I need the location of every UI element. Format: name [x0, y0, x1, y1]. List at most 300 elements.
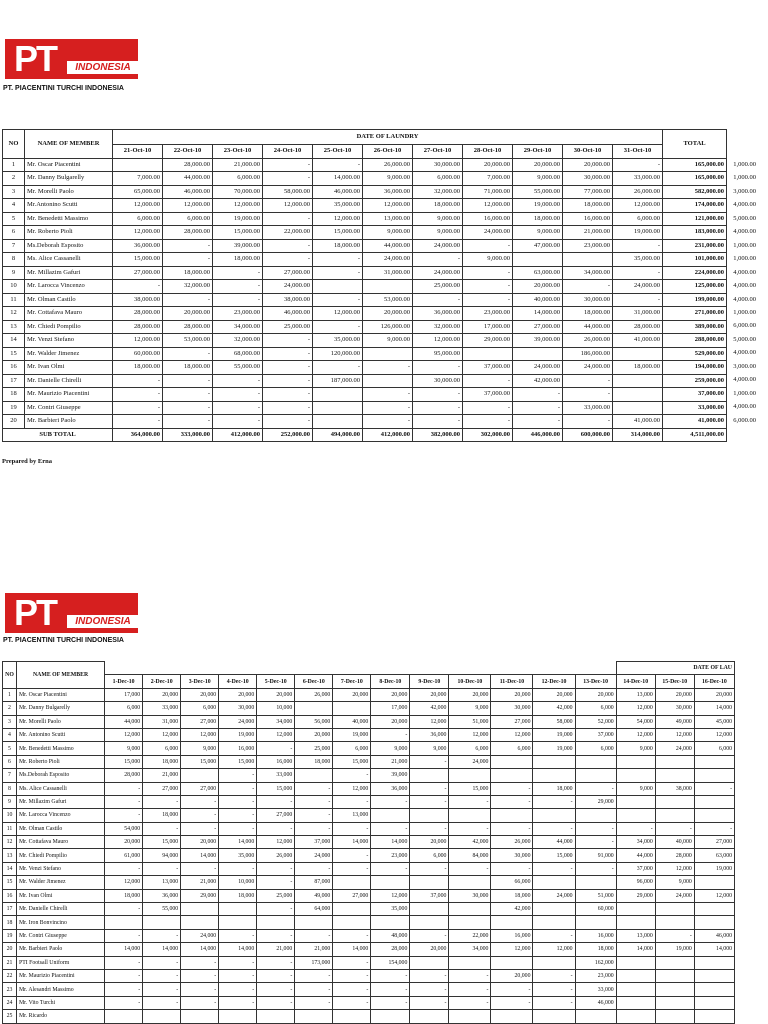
laundry-amount: 15,000 — [143, 836, 181, 849]
laundry-amount: 34,000.00 — [563, 266, 613, 280]
laundry-amount — [491, 755, 533, 768]
laundry-amount — [181, 1010, 219, 1023]
row-no: 20 — [3, 943, 17, 956]
laundry-amount: - — [263, 239, 313, 253]
laundry-amount: - — [181, 822, 219, 835]
laundry-amount — [371, 876, 410, 889]
side-value: 6,000.00 — [733, 322, 756, 330]
laundry-amount: 12,000.00 — [213, 199, 263, 213]
laundry-amount: 38,000.00 — [263, 293, 313, 307]
laundry-amount: 27,000 — [143, 782, 181, 795]
date-col-header: 28-Oct-10 — [463, 145, 513, 159]
header-no-2: NO — [3, 662, 17, 689]
header-name-2: NAME OF MEMBER — [17, 662, 105, 689]
laundry-amount: 12,000 — [410, 715, 449, 728]
laundry-amount: - — [263, 415, 313, 429]
laundry-amount: 16,000.00 — [463, 212, 513, 226]
laundry-amount: 71,000.00 — [463, 185, 513, 199]
laundry-amount: - — [413, 415, 463, 429]
laundry-amount: 12,000 — [449, 728, 491, 741]
laundry-amount: 18,000.00 — [563, 307, 613, 321]
laundry-amount — [655, 903, 694, 916]
date-col-header: 7-Dec-10 — [333, 675, 371, 688]
laundry-amount: 9,000 — [105, 742, 143, 755]
side-value: 1,000.00 — [733, 161, 756, 168]
laundry-amount: - — [333, 996, 371, 1009]
laundry-amount: 20,000.00 — [513, 280, 563, 294]
laundry-amount: 20,000 — [491, 688, 533, 701]
laundry-amount: - — [213, 374, 263, 388]
laundry-amount: 12,000.00 — [263, 199, 313, 213]
laundry-amount: - — [105, 956, 143, 969]
laundry-amount: - — [113, 374, 163, 388]
laundry-amount: - — [213, 401, 263, 415]
laundry-amount — [655, 1010, 694, 1023]
laundry-amount: - — [513, 415, 563, 429]
date-col-header: 25-Oct-10 — [313, 145, 363, 159]
laundry-amount: 24,000.00 — [413, 239, 463, 253]
laundry-amount: - — [257, 983, 295, 996]
laundry-amount: 18,000.00 — [613, 361, 663, 375]
laundry-amount: 26,000 — [257, 849, 295, 862]
table-row — [3, 983, 735, 996]
laundry-amount: - — [257, 956, 295, 969]
date-col-header: 26-Oct-10 — [363, 145, 413, 159]
laundry-amount — [613, 401, 663, 415]
laundry-amount: 9,000.00 — [363, 334, 413, 348]
table-row — [3, 889, 735, 902]
laundry-amount: - — [295, 782, 333, 795]
laundry-amount: 20,000 — [410, 836, 449, 849]
laundry-amount — [513, 253, 563, 267]
laundry-amount: 16,000.00 — [563, 212, 613, 226]
header-total: TOTAL — [663, 130, 727, 159]
laundry-amount — [371, 916, 410, 929]
laundry-amount: 19,000 — [333, 728, 371, 741]
row-no: 3 — [3, 185, 25, 199]
date-col-header: 11-Dec-10 — [491, 675, 533, 688]
laundry-amount: 35,000.00 — [313, 334, 363, 348]
laundry-amount: - — [449, 983, 491, 996]
laundry-amount: - — [213, 293, 263, 307]
laundry-amount: 27,000.00 — [513, 320, 563, 334]
laundry-amount: 14,000 — [105, 943, 143, 956]
row-total: 231,000.00 — [663, 239, 727, 253]
laundry-amount: 36,000 — [371, 782, 410, 795]
laundry-amount: - — [371, 969, 410, 982]
member-name: Mr. Alesandri Massimo — [17, 983, 105, 996]
laundry-amount — [333, 916, 371, 929]
member-name: Mr. Chiedi Pompilio — [25, 320, 113, 334]
row-total: 125,000.00 — [663, 280, 727, 294]
laundry-amount: 37,000.00 — [463, 388, 513, 402]
date-col-header: 30-Oct-10 — [563, 145, 613, 159]
laundry-amount: 126,000.00 — [363, 320, 413, 334]
laundry-amount: - — [410, 929, 449, 942]
laundry-amount: 65,000.00 — [113, 185, 163, 199]
laundry-amount: 16,000 — [575, 929, 616, 942]
row-no: 1 — [3, 158, 25, 172]
laundry-amount: 61,000 — [105, 849, 143, 862]
laundry-amount: 14,000 — [333, 836, 371, 849]
laundry-amount — [616, 809, 655, 822]
laundry-amount — [333, 702, 371, 715]
laundry-amount — [313, 388, 363, 402]
laundry-amount: - — [163, 293, 213, 307]
laundry-amount: 14,000 — [616, 943, 655, 956]
logo-subtext: INDONESIA — [67, 61, 139, 74]
laundry-amount — [410, 1010, 449, 1023]
laundry-amount: - — [491, 782, 533, 795]
table-row — [3, 158, 727, 172]
table-row — [3, 280, 727, 294]
laundry-amount: - — [257, 742, 295, 755]
laundry-amount: 36,000.00 — [113, 239, 163, 253]
laundry-amount: 18,000 — [219, 889, 257, 902]
laundry-amount — [616, 969, 655, 982]
table-row — [3, 334, 727, 348]
laundry-amount: - — [263, 172, 313, 186]
member-name: Mr. Ricardo — [17, 1010, 105, 1023]
subtotal-amount: 382,000.00 — [413, 428, 463, 442]
header-no: NO — [3, 130, 25, 159]
side-value: 1,000.00 — [733, 389, 756, 397]
laundry-amount: - — [491, 795, 533, 808]
laundry-amount: 42,000 — [491, 903, 533, 916]
row-no: 21 — [3, 956, 17, 969]
laundry-amount — [655, 969, 694, 982]
laundry-amount: 28,000 — [371, 943, 410, 956]
laundry-amount: 53,000.00 — [163, 334, 213, 348]
member-name: Mr. Danielle Chirelli — [17, 903, 105, 916]
row-total: 165,000.00 — [663, 172, 727, 186]
laundry-amount: - — [613, 239, 663, 253]
laundry-amount: 9,000.00 — [413, 212, 463, 226]
laundry-amount — [363, 347, 413, 361]
laundry-amount: - — [213, 388, 263, 402]
laundry-amount: - — [533, 969, 575, 982]
side-value: 3,000.00 — [733, 187, 756, 195]
laundry-amount: 18,000.00 — [213, 253, 263, 267]
row-no: 3 — [3, 715, 17, 728]
laundry-amount — [575, 769, 616, 782]
laundry-amount: - — [410, 983, 449, 996]
laundry-amount — [113, 158, 163, 172]
laundry-amount: 60,000.00 — [113, 347, 163, 361]
side-value: 4,000.00 — [733, 201, 756, 209]
laundry-amount: 63,000.00 — [513, 266, 563, 280]
subtotal-amount: 252,000.00 — [263, 428, 313, 442]
laundry-amount: 19,000.00 — [613, 226, 663, 240]
subtotal-amount: 302,000.00 — [463, 428, 513, 442]
laundry-amount: 40,000 — [333, 715, 371, 728]
laundry-amount: 39,000.00 — [213, 239, 263, 253]
laundry-amount: 7,000.00 — [463, 172, 513, 186]
laundry-amount: 36,000 — [143, 889, 181, 902]
laundry-amount: 47,000.00 — [513, 239, 563, 253]
laundry-amount: - — [333, 795, 371, 808]
laundry-amount: - — [219, 862, 257, 875]
laundry-amount: - — [143, 795, 181, 808]
laundry-amount: 15,000.00 — [213, 226, 263, 240]
laundry-amount: 95,000.00 — [413, 347, 463, 361]
laundry-amount: 63,000 — [694, 849, 734, 862]
laundry-amount: 12,000 — [616, 728, 655, 741]
laundry-amount — [655, 795, 694, 808]
table-row — [3, 401, 727, 415]
laundry-amount: - — [333, 862, 371, 875]
laundry-amount: 15,000 — [219, 755, 257, 768]
laundry-amount — [219, 916, 257, 929]
member-name: Mr.Antonino Scutti — [25, 199, 113, 213]
member-name: Ms.Deborah Esposito — [17, 769, 105, 782]
laundry-amount — [616, 1010, 655, 1023]
side-value: 4,000.00 — [733, 295, 756, 303]
laundry-amount: - — [257, 969, 295, 982]
laundry-amount: 6,000 — [105, 702, 143, 715]
laundry-amount: 51,000 — [575, 889, 616, 902]
laundry-amount: - — [181, 969, 219, 982]
subtotal-amount: 412,000.00 — [213, 428, 263, 442]
laundry-amount: - — [219, 969, 257, 982]
laundry-amount: - — [655, 822, 694, 835]
subtotal-amount: 333,000.00 — [163, 428, 213, 442]
laundry-amount: 20,000 — [371, 688, 410, 701]
laundry-amount — [449, 809, 491, 822]
laundry-amount — [575, 876, 616, 889]
row-total: 101,000.00 — [663, 253, 727, 267]
laundry-amount: - — [371, 983, 410, 996]
laundry-amount: 32,000.00 — [413, 320, 463, 334]
row-total: 194,000.00 — [663, 361, 727, 375]
member-name: Mr. Antonino Scutti — [17, 728, 105, 741]
laundry-amount: 58,000.00 — [263, 185, 313, 199]
laundry-amount: 35,000 — [219, 849, 257, 862]
laundry-amount: 27,000 — [181, 715, 219, 728]
laundry-amount: 6,000 — [333, 742, 371, 755]
laundry-amount — [533, 769, 575, 782]
laundry-amount: 23,000.00 — [213, 307, 263, 321]
laundry-amount: - — [449, 822, 491, 835]
table-row — [3, 728, 735, 741]
date-col-header: 23-Oct-10 — [213, 145, 263, 159]
laundry-amount: 27,000 — [491, 715, 533, 728]
laundry-amount — [533, 1010, 575, 1023]
laundry-amount: 12,000 — [105, 728, 143, 741]
laundry-amount: 19,000.00 — [513, 199, 563, 213]
laundry-amount: 48,000 — [371, 929, 410, 942]
laundry-amount: 32,000.00 — [413, 185, 463, 199]
laundry-amount: 12,000 — [257, 836, 295, 849]
laundry-amount: 20,000 — [105, 836, 143, 849]
laundry-amount — [533, 809, 575, 822]
laundry-amount: 6,000.00 — [213, 172, 263, 186]
date-col-header: 9-Dec-10 — [410, 675, 449, 688]
laundry-amount: - — [533, 996, 575, 1009]
laundry-amount: - — [143, 929, 181, 942]
laundry-amount: 14,000.00 — [513, 307, 563, 321]
laundry-amount — [449, 1010, 491, 1023]
member-name: Mr. Danny Bulgarelly — [25, 172, 113, 186]
laundry-amount: - — [463, 266, 513, 280]
laundry-amount: 56,000 — [295, 715, 333, 728]
laundry-amount — [575, 809, 616, 822]
laundry-amount: - — [105, 795, 143, 808]
date-col-header: 29-Oct-10 — [513, 145, 563, 159]
laundry-amount: 13,000 — [616, 688, 655, 701]
laundry-amount: - — [371, 862, 410, 875]
laundry-amount — [410, 903, 449, 916]
laundry-amount: 39,000.00 — [513, 334, 563, 348]
laundry-amount: 6,000.00 — [113, 212, 163, 226]
laundry-amount: 32,000.00 — [213, 334, 263, 348]
laundry-amount — [181, 916, 219, 929]
member-name: Mr. Ivan Olmi — [25, 361, 113, 375]
member-name: Mr. Benedetti Massimo — [17, 742, 105, 755]
row-no: 10 — [3, 809, 17, 822]
laundry-amount: - — [491, 996, 533, 1009]
laundry-amount: - — [105, 903, 143, 916]
row-no: 15 — [3, 347, 25, 361]
table-row — [3, 742, 735, 755]
laundry-amount — [613, 388, 663, 402]
member-name: Mr. Contri Giuseppe — [17, 929, 105, 942]
laundry-amount: 24,000.00 — [263, 280, 313, 294]
row-no: 25 — [3, 1010, 17, 1023]
laundry-amount — [655, 983, 694, 996]
row-total: 224,000.00 — [663, 266, 727, 280]
laundry-amount: 9,000 — [655, 876, 694, 889]
laundry-amount: 33,000 — [143, 702, 181, 715]
row-total: 389,000.00 — [663, 320, 727, 334]
laundry-amount: 51,000 — [449, 715, 491, 728]
laundry-amount: 37,000 — [575, 728, 616, 741]
laundry-amount — [491, 1010, 533, 1023]
laundry-amount: 18,000.00 — [413, 199, 463, 213]
laundry-amount — [513, 347, 563, 361]
side-value: 5,000.00 — [733, 335, 756, 343]
laundry-amount: 20,000 — [694, 688, 734, 701]
laundry-amount: 30,000.00 — [563, 293, 613, 307]
laundry-amount: - — [616, 822, 655, 835]
laundry-amount — [449, 903, 491, 916]
member-name: Mr. Oscar Piacentini — [25, 158, 113, 172]
laundry-amount: - — [257, 996, 295, 1009]
laundry-amount: 27,000 — [257, 809, 295, 822]
table-row — [3, 996, 735, 1009]
laundry-amount: 16,000 — [491, 929, 533, 942]
laundry-amount: - — [295, 969, 333, 982]
table-row — [3, 956, 735, 969]
member-name: Mr. Venzi Stefano — [17, 862, 105, 875]
laundry-amount: 35,000.00 — [313, 199, 363, 213]
member-name: Mr. Maurizio Piacentini — [17, 969, 105, 982]
side-value: 1,000.00 — [733, 255, 756, 263]
laundry-amount — [694, 769, 734, 782]
laundry-amount: 13,000 — [333, 809, 371, 822]
laundry-amount: 14,000 — [371, 836, 410, 849]
laundry-amount: - — [463, 239, 513, 253]
side-value: 6,000.00 — [733, 416, 756, 424]
laundry-amount: 9,000.00 — [413, 226, 463, 240]
table-row — [3, 822, 735, 835]
side-value: 4,000.00 — [733, 349, 756, 357]
laundry-amount: 24,000 — [219, 715, 257, 728]
laundry-amount: - — [371, 795, 410, 808]
date-col-header: 24-Oct-10 — [263, 145, 313, 159]
laundry-amount — [363, 374, 413, 388]
laundry-amount: 35,000 — [371, 903, 410, 916]
laundry-amount: - — [313, 293, 363, 307]
table-row — [3, 929, 735, 942]
laundry-amount: 12,000.00 — [613, 199, 663, 213]
laundry-amount: 30,000.00 — [563, 172, 613, 186]
member-name: Mr. Barbieri Paolo — [17, 943, 105, 956]
laundry-amount — [694, 903, 734, 916]
laundry-amount — [533, 956, 575, 969]
laundry-amount: 15,000 — [449, 782, 491, 795]
laundry-amount — [449, 769, 491, 782]
laundry-amount: - — [143, 862, 181, 875]
laundry-amount: 15,000 — [181, 755, 219, 768]
laundry-amount — [491, 809, 533, 822]
row-no: 23 — [3, 983, 17, 996]
laundry-amount: 20,000 — [533, 688, 575, 701]
row-no: 15 — [3, 876, 17, 889]
laundry-amount: - — [219, 769, 257, 782]
laundry-amount: - — [257, 822, 295, 835]
laundry-amount: 12,000 — [181, 728, 219, 741]
laundry-amount: - — [513, 401, 563, 415]
laundry-amount: - — [219, 782, 257, 795]
laundry-amount: 17,000.00 — [463, 320, 513, 334]
laundry-amount — [257, 1010, 295, 1023]
laundry-amount: 30,000 — [449, 889, 491, 902]
laundry-amount: 55,000 — [143, 903, 181, 916]
date-col-header: 2-Dec-10 — [143, 675, 181, 688]
row-no: 6 — [3, 755, 17, 768]
laundry-amount: - — [219, 809, 257, 822]
laundry-amount: 24,000 — [449, 755, 491, 768]
laundry-amount: - — [213, 266, 263, 280]
laundry-amount: 33,000 — [257, 769, 295, 782]
laundry-amount: 6,000 — [575, 702, 616, 715]
row-no: 16 — [3, 889, 17, 902]
row-no: 8 — [3, 782, 17, 795]
laundry-amount: 24,000.00 — [363, 253, 413, 267]
laundry-amount: 18,000.00 — [163, 361, 213, 375]
table-row — [3, 307, 727, 321]
row-total: 41,000.00 — [663, 415, 727, 429]
laundry-amount: - — [463, 374, 513, 388]
laundry-amount: 26,000 — [295, 688, 333, 701]
laundry-amount — [219, 1010, 257, 1023]
laundry-amount: - — [163, 239, 213, 253]
laundry-amount: 24,000 — [181, 929, 219, 942]
laundry-amount: - — [263, 158, 313, 172]
member-name: Mr. Morelli Paolo — [25, 185, 113, 199]
laundry-amount: - — [219, 996, 257, 1009]
table-row — [3, 415, 727, 429]
side-value: 4,000.00 — [733, 376, 756, 384]
laundry-amount: 38,000 — [655, 782, 694, 795]
laundry-amount: 24,000.00 — [463, 226, 513, 240]
laundry-amount: 36,000.00 — [363, 185, 413, 199]
laundry-amount: - — [563, 388, 613, 402]
laundry-amount: 14,000 — [181, 849, 219, 862]
laundry-amount — [694, 795, 734, 808]
laundry-amount: 23,000.00 — [563, 239, 613, 253]
